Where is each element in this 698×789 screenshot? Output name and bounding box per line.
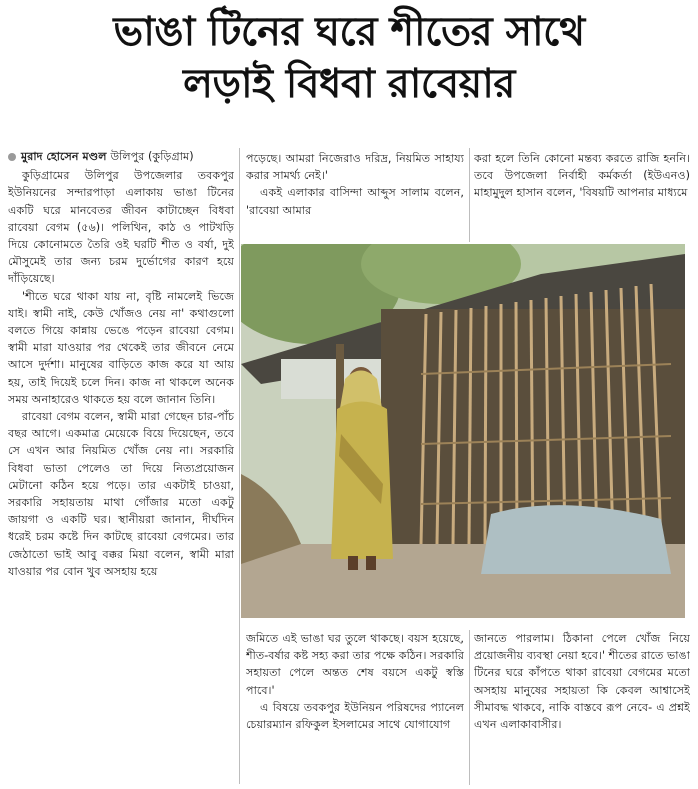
paragraph: জমিতে এই ভাঙা ঘর তুলে থাকছে। বয়স হয়েছে, শীত-বর্ষার কষ্ট সহ্য করা তার পক্ষে কঠিন। সরকারি সহায়তা পেলে অন্তত শেষ বয়সে একটু স্বস্তি পাবে।'	[246, 632, 464, 697]
byline	[8, 148, 234, 165]
headline-line-1: ভাঙা টিনের ঘরে শীতের সাথে	[113, 9, 585, 55]
paragraph: এ বিষয়ে তবকপুর ইউনিয়ন পরিষদের প্যানেল চেয়ারম্যান রফিকুল ইসলামের সাথে যোগাযোগ	[246, 700, 464, 732]
article-column-2-bottom	[246, 630, 464, 785]
paragraph: একই এলাকার বাসিন্দা আব্দুস সালাম বলেন, 'রাবেয়া আমার	[246, 186, 464, 217]
news-photo	[241, 244, 685, 618]
paragraph: রাবেয়া বেগম বলেন, স্বামী মারা গেছেন চার-পাঁচ বছর আগে। একমাত্র মেয়েকে বিয়ে দিয়েছেন, তবে সে এখন আর নিয়মিত খোঁজ নেয় না। সরকারি বিধবা ভাতা পেলেও তা দিয়ে নিত্যপ্রয়োজন মেটানো কঠিন হয়ে পড়ে। তার একটাই চাওয়া, সরকারি সহায়তায় মাথা গোঁজার মতো একটু জায়গা ও একটি ঘর। স্থানীয়রা জানান, দীর্ঘদিন ধরেই চরম কষ্টে দিন কাটছে রাবেয়া বেগমের। তার জেঠাতো ভাই আবু বক্কর মিয়া বলেন, স্বামী মারা যাওয়ার পর বোন খুব অসহায় হয়ে	[8, 410, 234, 578]
photo-illustration	[241, 244, 685, 618]
column-rule-3	[469, 630, 470, 785]
headline-line-2: লড়াই বিধবা রাবেয়ার	[183, 61, 515, 107]
paragraph: পড়েছে। আমরা নিজেরাও দরিদ্র, নিয়মিত সাহায্য করার সামর্থ্য নেই।'	[246, 152, 464, 183]
article-column-3-bottom	[474, 630, 690, 785]
paragraph: করা হলে তিনি কোনো মন্তব্য করতে রাজি হননি। তবে উপজেলা নির্বাহী কর্মকর্তা (ইউএনও) মাহামুদুল হাসান বলেন, 'বিষয়টি আপনার মাধ্যমে	[474, 152, 690, 200]
article-column-3-top	[474, 150, 690, 242]
byline-place: উলিপুর (কুড়িগ্রাম)	[110, 150, 194, 163]
article-column-1	[8, 148, 234, 784]
column-rule-2	[469, 148, 470, 242]
headline	[0, 6, 698, 110]
article-column-2-top	[246, 150, 464, 242]
byline-reporter: মুরাদ হোসেন মণ্ডল	[21, 150, 107, 163]
paragraph: কুড়িগ্রামের উলিপুর উপজেলার তবকপুর ইউনিয়নের সন্দারপাড়া এলাকায় ভাঙা টিনের একটি ঘরে মানবেতর জীবন কাটাচ্ছেন বিধবা রাবেয়া বেগম (৫৬)। পলিথিন, কাঠ ও পাটখড়ি দিয়ে কোনোমতে তৈরি ওই ঘরটি শীত ও বর্ষা, দুই মৌসুমেই তার জন্য চরম দুর্ভোগের কারণ হয়ে দাঁড়িয়েছে।	[8, 169, 234, 286]
paragraph: 'শীতে ঘরে থাকা যায় না, বৃষ্টি নামলেই ভিজে যাই। স্বামী নাই, কেউ খোঁজও নেয় না' কথাগুলো বলতে গিয়ে কান্নায় ভেঙে পড়েন রাবেয়া বেগম। স্বামী মারা যাওয়ার পর থেকেই তার জীবনে নেমে আসে দুর্দশা। মানুষের বাড়িতে কাজ করে যা আয় হয়, তাই দিয়েই চলে দিন। কাজ না থাকলে অনেক সময় অনাহারেও থাকতে হয় বলে জানান তিনি।	[8, 289, 234, 406]
bullet-icon	[8, 153, 16, 161]
column-rule-1	[239, 148, 240, 784]
paragraph: জানতে পারলাম। ঠিকানা পেলে খোঁজ নিয়ে প্রয়োজনীয় ব্যবস্থা নেয়া হবে।' শীতের রাতে ভাঙা টিনের ঘরে কাঁপতে থাকা রাবেয়া বেগমের মতো অসহায় মানুষের সহায়তা কি কেবল আশ্বাসেই সীমাবদ্ধ থাকবে, নাকি বাস্তবে রূপ নেবে- এ প্রশ্নই এখন এলাকাবাসীর।	[474, 632, 690, 732]
